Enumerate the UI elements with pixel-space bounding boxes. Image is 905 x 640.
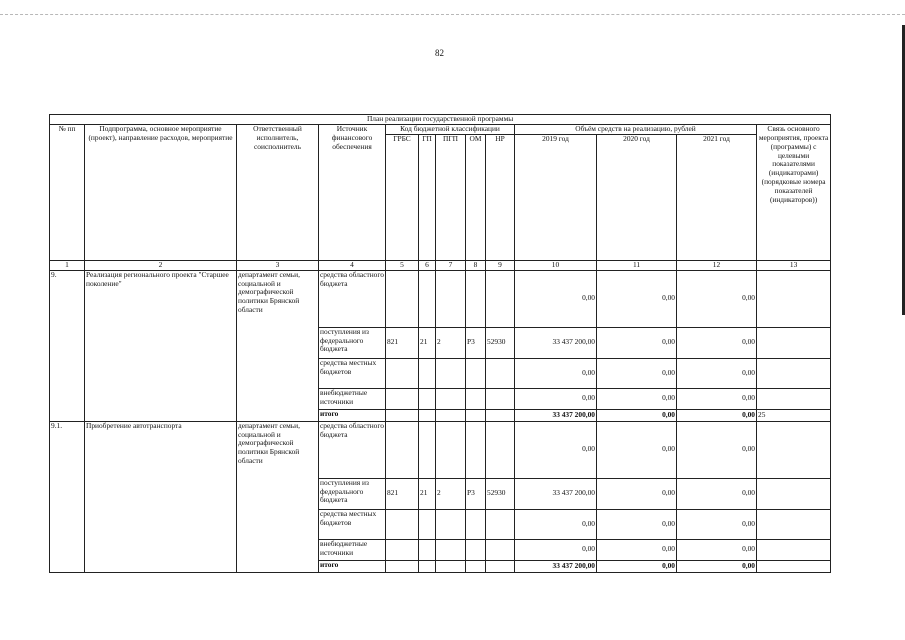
cell-pgp [436,270,466,327]
cell-y2020: 0,00 [597,478,677,509]
cell-y2021: 0,00 [677,560,757,572]
header-link: Связь основного мероприятия, проекта (программы) с целевыми показателями (индикаторами) (порядковые номера показателей (индикаторов)) [757,124,831,260]
cell-link [757,327,831,358]
cell-om [466,421,486,478]
cell-y2020: 0,00 [597,327,677,358]
cell-gp: 21 [419,327,436,358]
cell-source: средства областного бюджета [319,270,386,327]
cell-om [466,539,486,560]
cell-gp [419,421,436,478]
cell-y2020: 0,00 [597,509,677,539]
row-number: 9. [50,270,85,421]
cell-grbs [386,539,419,560]
header-subprogram: Подпрограмма, основное мероприятие (проект), направление расходов, мероприятие [85,124,237,260]
cell-y2019: 33 437 200,00 [515,478,597,509]
column-index: 11 [597,260,677,270]
header-2020: 2020 год [597,134,677,260]
cell-pgp [436,358,466,388]
cell-grbs [386,270,419,327]
cell-y2020: 0,00 [597,421,677,478]
cell-link [757,358,831,388]
row-executor: департамент семьи, социальной и демографической политики Брянской области [237,421,319,572]
column-index: 12 [677,260,757,270]
cell-om [466,509,486,539]
cell-np [486,509,515,539]
cell-np [486,560,515,572]
column-index: 1 [50,260,85,270]
cell-y2019: 0,00 [515,421,597,478]
header-source: Источник финансового обеспечения [319,124,386,260]
column-index: 6 [419,260,436,270]
cell-gp [419,539,436,560]
cell-pgp [436,388,466,409]
header-kbk-group: Код бюджетной классификации [386,124,515,134]
cell-y2020: 0,00 [597,409,677,421]
cell-y2019: 0,00 [515,358,597,388]
cell-pgp [436,509,466,539]
cell-link [757,388,831,409]
cell-pgp [436,421,466,478]
table-body [50,115,831,573]
table-caption: План реализации государственной программы [50,115,831,125]
header-np: НР [486,134,515,260]
row-executor: департамент семьи, социальной и демографической политики Брянской области [237,270,319,421]
cell-y2020: 0,00 [597,388,677,409]
cell-source: итого [319,560,386,572]
cell-link [757,270,831,327]
cell-source: внебюджетные источники [319,539,386,560]
cell-y2020: 0,00 [597,270,677,327]
column-index: 9 [486,260,515,270]
header-2019: 2019 год [515,134,597,260]
cell-y2019: 0,00 [515,509,597,539]
header-gp: ГП [419,134,436,260]
cell-grbs [386,409,419,421]
cell-om [466,560,486,572]
column-index: 13 [757,260,831,270]
cell-om [466,358,486,388]
header-executor: Ответственный исполнитель, соисполнитель [237,124,319,260]
cell-y2019: 33 437 200,00 [515,409,597,421]
cell-y2020: 0,00 [597,539,677,560]
cell-grbs: 821 [386,327,419,358]
cell-link [757,478,831,509]
cell-source: средства местных бюджетов [319,358,386,388]
cell-pgp: 2 [436,478,466,509]
cell-source: средства местных бюджетов [319,509,386,539]
cell-source: поступления из федерального бюджета [319,478,386,509]
cell-gp [419,388,436,409]
cell-y2019: 33 437 200,00 [515,327,597,358]
cell-source: внебюджетные источники [319,388,386,409]
header-2021: 2021 год [677,134,757,260]
cell-y2021: 0,00 [677,270,757,327]
cell-y2019: 0,00 [515,388,597,409]
cell-om: P3 [466,478,486,509]
cell-y2021: 0,00 [677,327,757,358]
cell-y2021: 0,00 [677,478,757,509]
column-index: 4 [319,260,386,270]
cell-np [486,388,515,409]
cell-np [486,409,515,421]
column-index: 7 [436,260,466,270]
cell-np [486,270,515,327]
header-om: ОМ [466,134,486,260]
cell-pgp [436,539,466,560]
column-index: 10 [515,260,597,270]
row-name: Реализация регионального проекта "Старшее поколение" [85,270,237,421]
column-index: 8 [466,260,486,270]
header-pgp: ПГП [436,134,466,260]
cell-gp [419,358,436,388]
cell-y2019: 0,00 [515,539,597,560]
row-name: Приобретение автотранспорта [85,421,237,572]
cell-y2021: 0,00 [677,509,757,539]
page-number: 82 [435,48,444,58]
cell-source: итого [319,409,386,421]
cell-y2021: 0,00 [677,539,757,560]
cell-y2021: 0,00 [677,358,757,388]
cell-source: средства областного бюджета [319,421,386,478]
cell-np [486,539,515,560]
cell-grbs [386,560,419,572]
cell-y2019: 33 437 200,00 [515,560,597,572]
column-index: 2 [85,260,237,270]
plan-table [49,114,831,573]
cell-y2019: 0,00 [515,270,597,327]
cell-link [757,560,831,572]
table-row [50,270,831,327]
cell-pgp: 2 [436,327,466,358]
cell-grbs [386,388,419,409]
cell-y2021: 0,00 [677,388,757,409]
cell-gp [419,509,436,539]
row-number: 9.1. [50,421,85,572]
cell-np [486,358,515,388]
header-num: № пп [50,124,85,260]
cell-pgp [436,409,466,421]
cell-np: 52930 [486,327,515,358]
column-index: 5 [386,260,419,270]
cell-y2020: 0,00 [597,358,677,388]
column-index-row [50,260,831,270]
column-index: 3 [237,260,319,270]
cell-grbs: 821 [386,478,419,509]
cell-y2021: 0,00 [677,421,757,478]
cell-gp [419,560,436,572]
table-row [50,421,831,478]
scan-artifact-line [0,14,905,15]
cell-gp [419,270,436,327]
cell-y2020: 0,00 [597,560,677,572]
cell-om: P3 [466,327,486,358]
cell-y2021: 0,00 [677,409,757,421]
cell-link [757,421,831,478]
cell-np [486,421,515,478]
cell-om [466,270,486,327]
header-grbs: ГРБС [386,134,419,260]
cell-grbs [386,358,419,388]
cell-link [757,509,831,539]
cell-om [466,409,486,421]
cell-gp [419,409,436,421]
cell-om [466,388,486,409]
cell-source: поступления из федерального бюджета [319,327,386,358]
cell-grbs [386,421,419,478]
cell-gp: 21 [419,478,436,509]
cell-link [757,539,831,560]
cell-link: 25 [757,409,831,421]
cell-pgp [436,560,466,572]
header-volume-group: Объём средств на реализацию, рублей [515,124,757,134]
cell-grbs [386,509,419,539]
cell-np: 52930 [486,478,515,509]
